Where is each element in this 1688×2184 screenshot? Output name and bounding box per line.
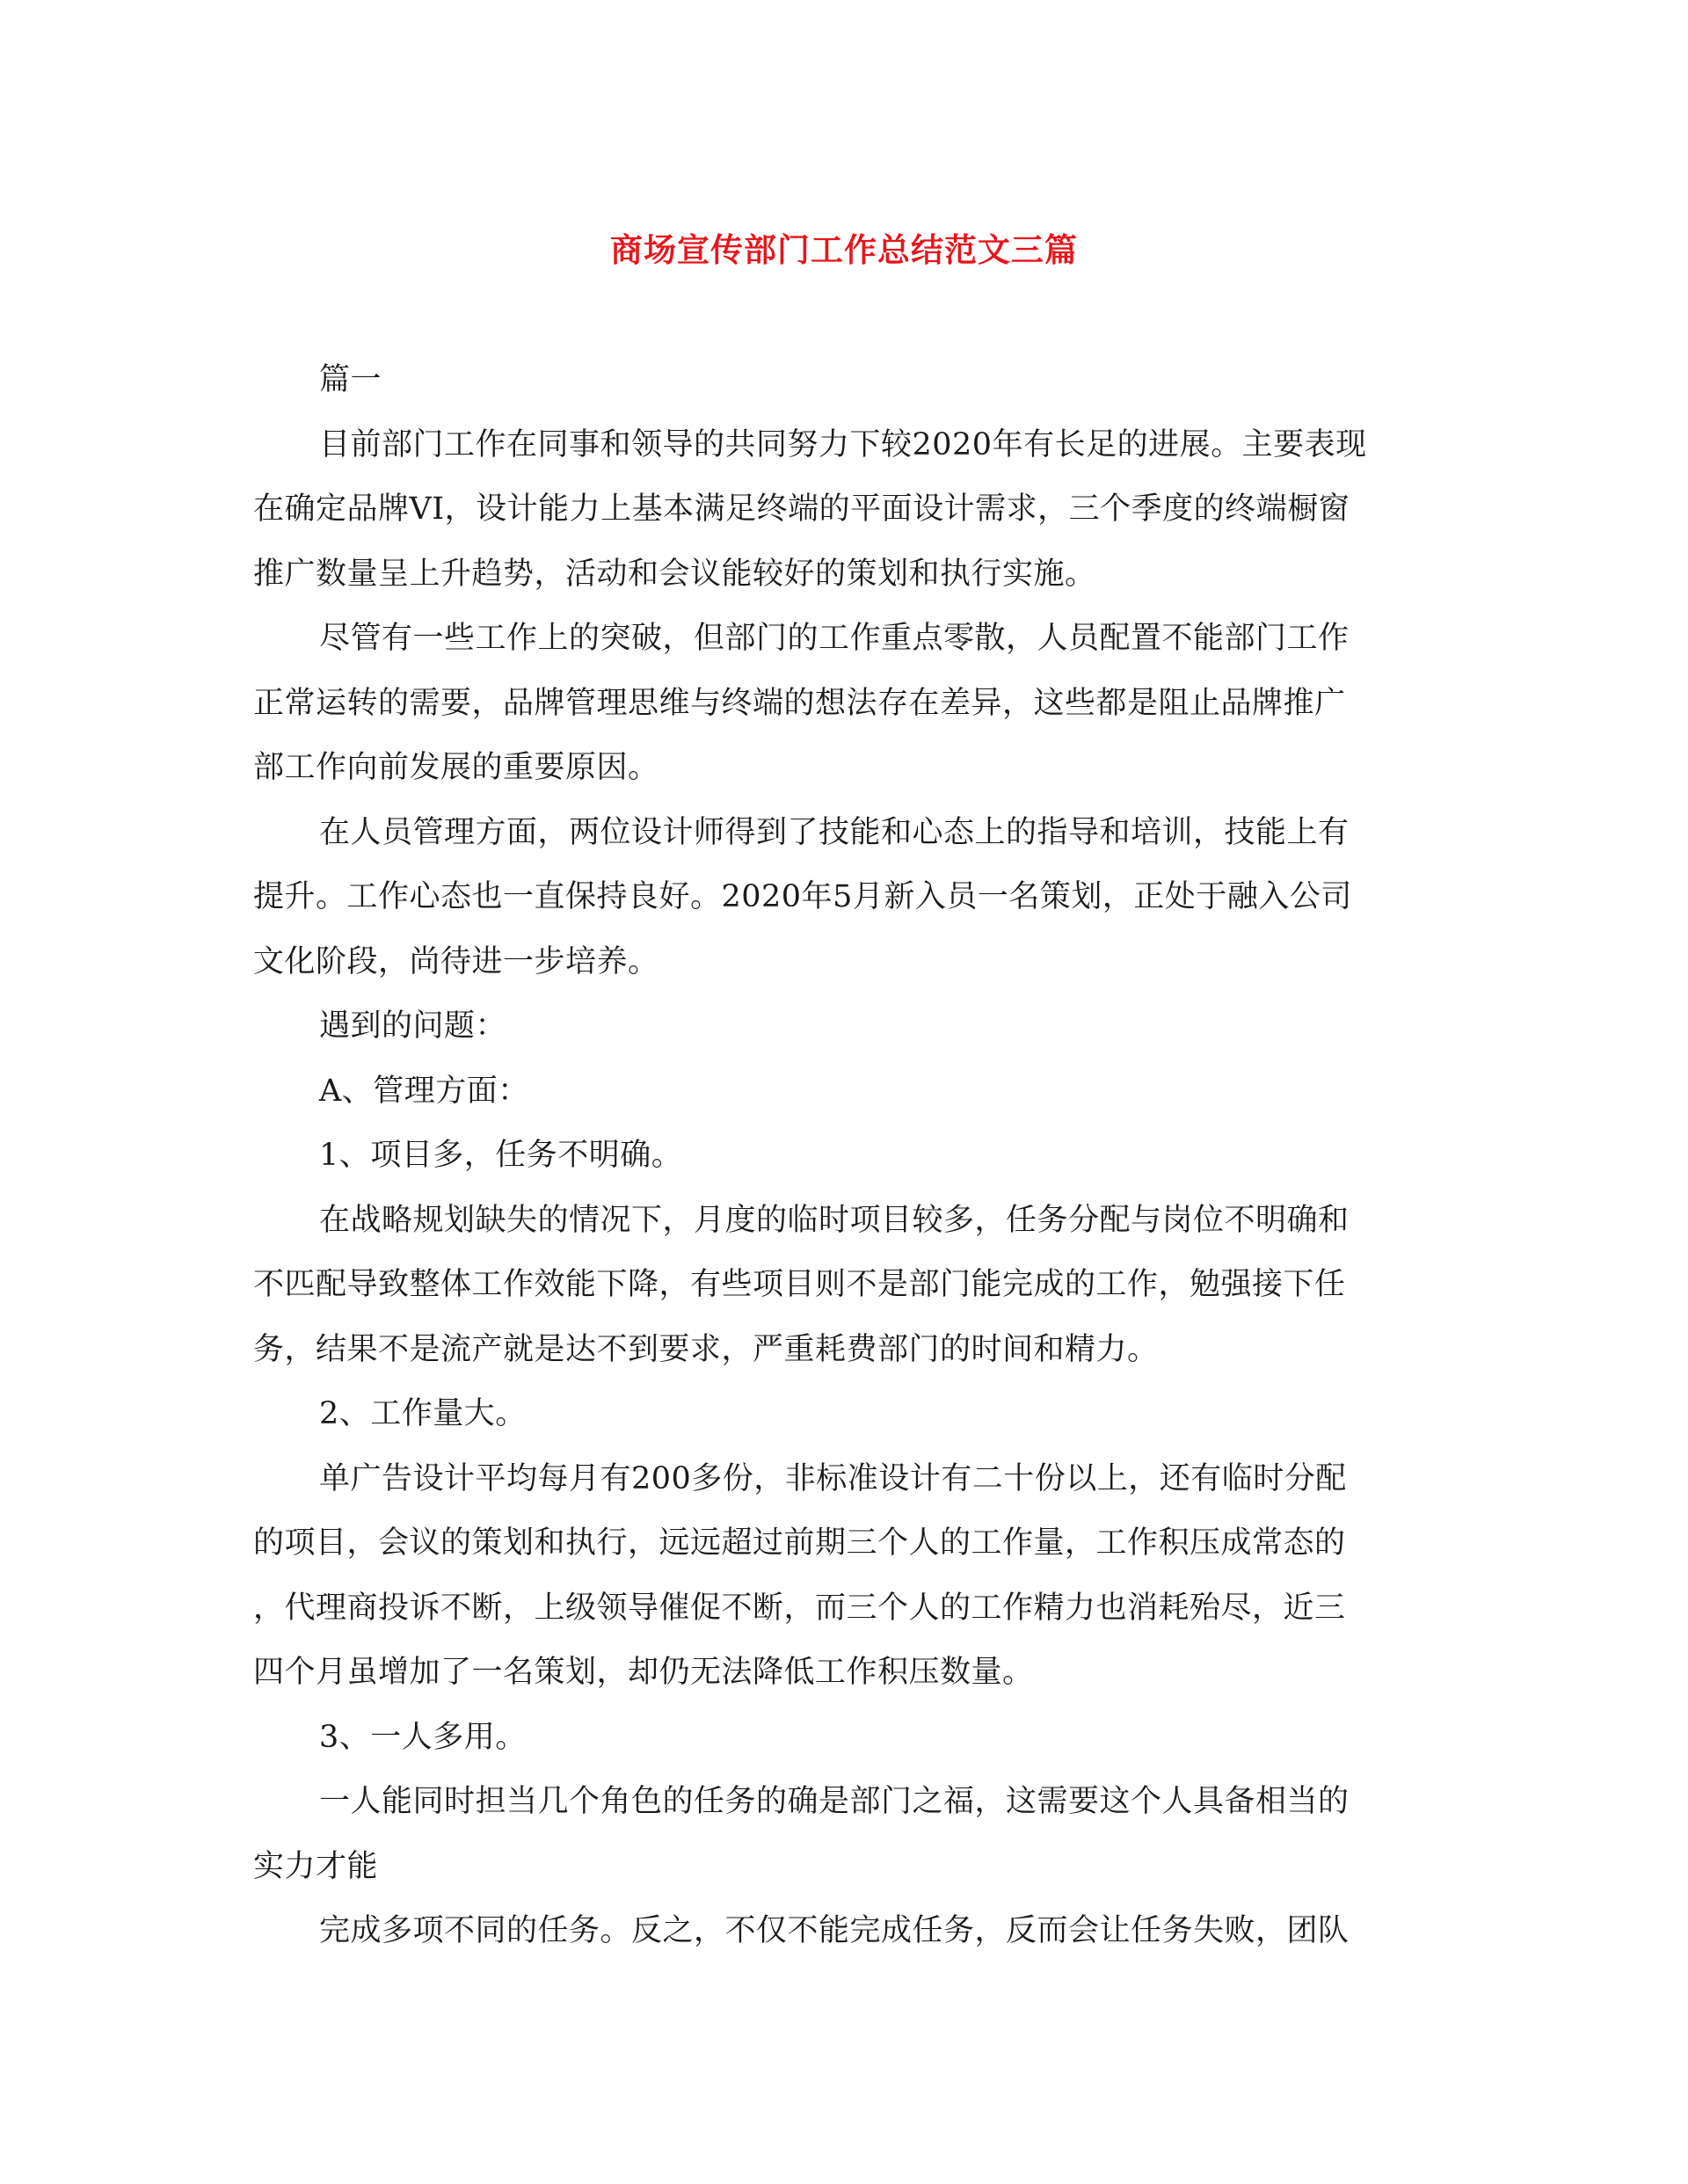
- text-line: 目前部门工作在同事和领导的共同努力下较2020年有长足的进展。主要表现: [319, 426, 1367, 462]
- text-line: 推广数量呈上升趋势，活动和会议能较好的策划和执行实施。: [253, 556, 1096, 592]
- text-line: 部工作向前发展的重要原因。: [253, 750, 659, 785]
- text-line: 实力才能: [253, 1848, 379, 1884]
- list-item: 3、一人多用。: [319, 1719, 527, 1755]
- text-line: 务，结果不是流产就是达不到要求，严重耗费部门的时间和精力。: [253, 1331, 1159, 1367]
- subheading: 遇到的问题：: [319, 1008, 507, 1044]
- text-line: 的项目，会议的策划和执行，远远超过前期三个人的工作量，工作积压成常态的: [253, 1525, 1346, 1561]
- text-line: ，代理商投诉不断，上级领导催促不断，而三个人的工作精力也消耗殆尽，近三: [253, 1590, 1346, 1626]
- text-line: 不匹配导致整体工作效能下降，有些项目则不是部门能完成的工作，勉强接下任: [253, 1267, 1346, 1302]
- section-heading: 篇一: [319, 362, 382, 397]
- text-line: 完成多项不同的任务。反之，不仅不能完成任务，反而会让任务失败，团队: [319, 1913, 1350, 1948]
- document-title: 商场宣传部门工作总结范文三篇: [610, 230, 1078, 269]
- document-body: [253, 348, 1431, 1964]
- text-line: 一人能同时担当几个角色的任务的确是部门之福，这需要这个人具备相当的: [319, 1784, 1350, 1819]
- text-line: 在确定品牌VI，设计能力上基本满足终端的平面设计需求，三个季度的终端橱窗: [253, 491, 1350, 527]
- list-item: 2、工作量大。: [319, 1396, 527, 1431]
- subheading: A、管理方面：: [319, 1073, 529, 1109]
- list-item: 1、项目多，任务不明确。: [319, 1138, 683, 1173]
- text-line: 文化阶段，尚待进一步培养。: [253, 943, 659, 979]
- text-line: 正常运转的需要，品牌管理思维与终端的想法存在差异，这些都是阻止品牌推广: [253, 685, 1346, 721]
- text-line: 提升。工作心态也一直保持良好。2020年5月新入员一名策划，正处于融入公司: [253, 879, 1352, 914]
- text-line: 在战略规划缺失的情况下，月度的临时项目较多，任务分配与岗位不明确和: [319, 1202, 1350, 1238]
- text-line: 在人员管理方面，两位设计师得到了技能和心态上的指导和培训，技能上有: [319, 814, 1350, 850]
- text-line: 尽管有一些工作上的突破，但部门的工作重点零散，人员配置不能部门工作: [319, 621, 1350, 656]
- text-line: 单广告设计平均每月有200多份，非标准设计有二十份以上，还有临时分配: [319, 1460, 1347, 1496]
- text-line: 四个月虽增加了一名策划，却仍无法降低工作积压数量。: [253, 1655, 1034, 1690]
